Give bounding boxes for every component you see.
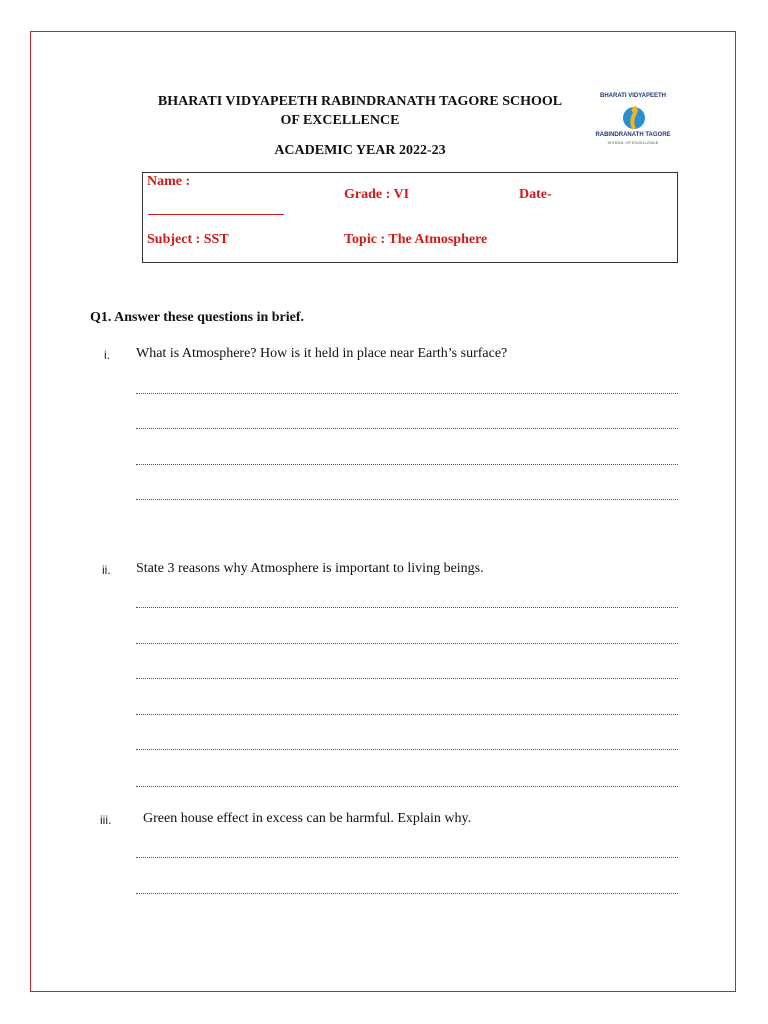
answer-line[interactable] xyxy=(136,678,678,679)
date-label: Date- xyxy=(519,187,552,202)
answer-line[interactable] xyxy=(136,607,678,608)
school-name-line2: OF EXCELLENCE xyxy=(280,113,400,128)
answer-line[interactable] xyxy=(136,786,678,787)
question-text: State 3 reasons why Atmosphere is important to living beings. xyxy=(136,561,484,576)
name-blank-line[interactable] xyxy=(148,214,284,215)
logo-emblem-icon xyxy=(622,104,646,130)
subject-label: Subject : SST xyxy=(147,232,229,247)
name-label: Name : xyxy=(147,174,191,189)
topic-label: Topic : The Atmosphere xyxy=(344,232,488,247)
answer-line[interactable] xyxy=(136,464,678,465)
question-number: iii. xyxy=(100,813,112,827)
answer-line[interactable] xyxy=(136,893,678,894)
question-number: ii. xyxy=(102,563,111,577)
logo-mid-text: RABINDRANATH TAGORE xyxy=(595,132,671,138)
school-name-line1: BHARATI VIDYAPEETH RABINDRANATH TAGORE SCHOOL xyxy=(157,94,563,109)
answer-line[interactable] xyxy=(136,499,678,500)
answer-line[interactable] xyxy=(136,428,678,429)
logo-bottom-text: SCHOOL OF EXCELLENCE xyxy=(607,140,659,145)
answer-line[interactable] xyxy=(136,643,678,644)
answer-line[interactable] xyxy=(136,857,678,858)
answer-line[interactable] xyxy=(136,749,678,750)
answer-line[interactable] xyxy=(136,714,678,715)
question-text: What is Atmosphere? How is it held in place near Earth’s surface? xyxy=(136,346,508,361)
question-number: i. xyxy=(104,348,110,362)
grade-label: Grade : VI xyxy=(344,187,410,202)
academic-year: ACADEMIC YEAR 2022-23 xyxy=(274,143,446,158)
answer-line[interactable] xyxy=(136,393,678,394)
logo-top-text: BHARATI VIDYAPEETH xyxy=(599,93,666,99)
question-text: Green house effect in excess can be harmful. Explain why. xyxy=(143,811,472,826)
section-title: Q1. Answer these questions in brief. xyxy=(90,310,305,325)
school-logo xyxy=(588,91,678,151)
student-info-box xyxy=(142,172,678,263)
